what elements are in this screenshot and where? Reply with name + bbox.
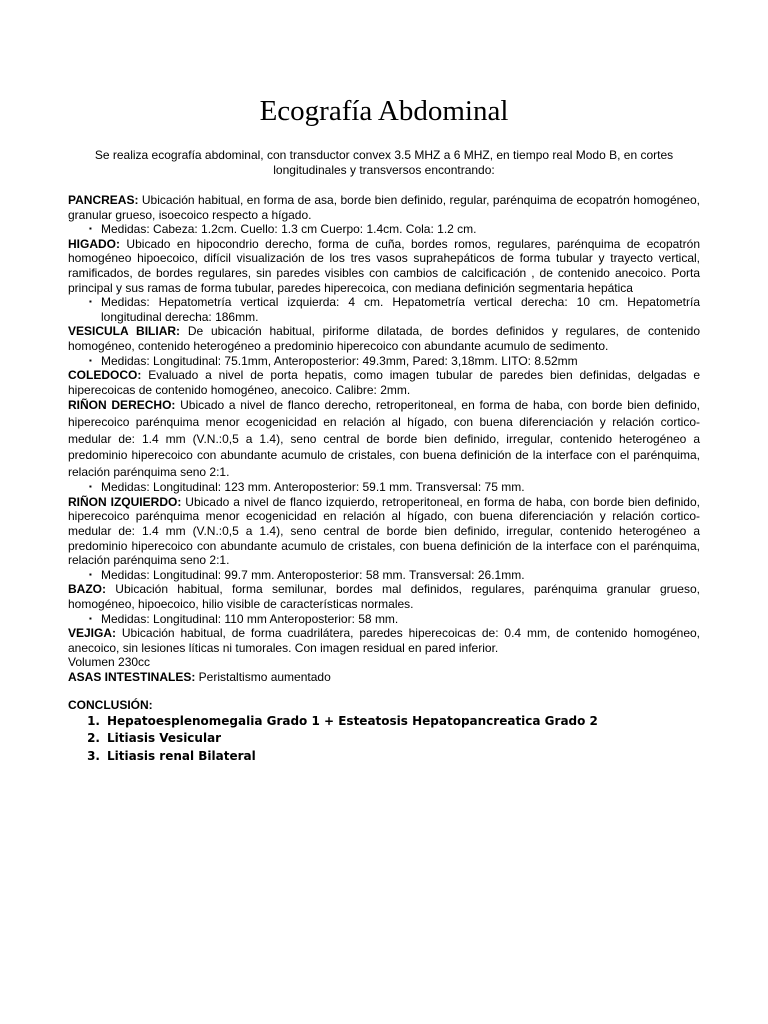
bullet-icon: ▪ xyxy=(89,613,92,623)
section-heading: ASAS INTESTINALES: xyxy=(68,670,196,684)
conclusion-number: 1. xyxy=(87,713,100,728)
section-text: Ubicación habitual, forma semilunar, bordes mal definidos, regulares, parénquima granular grueso, homogéneo, hipoecoico, hilio visible de características normales. xyxy=(68,582,700,612)
section-coledoco xyxy=(68,368,700,397)
bullet-icon: ▪ xyxy=(89,482,92,492)
measure-text: Medidas: Cabeza: 1.2cm. Cuello: 1.3 cm Cuerpo: 1.4cm. Cola: 1.2 cm. xyxy=(101,222,477,237)
measure-bullet xyxy=(68,480,700,495)
section-text: Peristaltismo aumentado xyxy=(195,670,331,684)
section-text: Ubicado a nivel de flanco derecho, retroperitoneal, en forma de haba, con borde bien definido, hiperecoico parénquima menor ecogenicidad en relación al hígado, con buena diferenciación y relación cortico-medular de: 1.4 mm (V.N.:0,5 a 1.4), seno central de borde bien definido, irregular, contenido heterogéneo a predominio hiperecoico con abundante acumulo de cristales, con buena definición de la interface con el parénquima, relación parénquima seno 2:1. xyxy=(68,398,700,479)
measure-text: Medidas: Longitudinal: 110 mm Anteroposterior: 58 mm. xyxy=(101,611,399,626)
section-pancreas xyxy=(68,193,700,222)
conclusion-heading: CONCLUSIÓN: xyxy=(68,697,153,712)
section-rinon-derecho xyxy=(68,397,700,480)
intro-paragraph: Se realiza ecografía abdominal, con transductor convex 3.5 MHZ a 6 MHZ, en tiempo real Modo B, en cortes longitudinales y transversos encontrando: xyxy=(94,148,674,177)
section-text: Ubicación habitual, en forma de asa, borde bien definido, regular, parénquima de ecopatrón homogéneo, granular grueso, isoecoico respecto a hígado. xyxy=(68,193,700,222)
conclusion-text: Litiasis renal Bilateral xyxy=(107,748,256,763)
measure-text: Medidas: Hepatometría vertical izquierda: 4 cm. Hepatometría vertical derecha: 10 cm. Hepatometría longitudinal derecha: 186mm. xyxy=(101,295,700,324)
section-bazo xyxy=(68,582,700,611)
section-higado xyxy=(68,237,700,295)
section-heading: VESICULA BILIAR: xyxy=(68,324,181,339)
section-asas xyxy=(68,670,700,685)
measure-text: Medidas: Longitudinal: 99.7 mm. Anteroposterior: 58 mm. Transversal: 26.1mm. xyxy=(101,567,525,582)
measure-bullet xyxy=(68,612,700,627)
measure-bullet xyxy=(68,354,700,369)
section-text: Ubicado en hipocondrio derecho, forma de cuña, bordes romos, regulares, parénquima de ecopatrón homogéneo hipoecoico, difícil visualización de los tres vasos suprahepáticos de forma tubular y trayecto vertical, ramificados, de bordes regulares, sin paredes visibles con cambios de calcificación , de contenido anecoico. Porta principal y sus ramas de forma tubular, paredes hiperecoica, con mediana definición segmentaria hepática xyxy=(68,236,700,295)
conclusion-number: 2. xyxy=(87,731,100,746)
section-vejiga xyxy=(68,626,700,655)
conclusion-item xyxy=(68,713,700,731)
section-text: Ubicado a nivel de flanco izquierdo, retroperitoneal, en forma de haba, con borde bien definido, hiperecoico parénquima menor ecogenicidad en relación al hígado, con buena diferenciación y relación cortico-medular de: 1.4 mm (V.N.:0,5 a 1.4), seno central de borde bien definido, irregular, contenido heterogéneo a predominio hiperecoico con abundante acumulo de cristales, con buena definición de la interface con el parénquima, relación parénquima seno 2:1. xyxy=(68,494,700,568)
bullet-icon: ▪ xyxy=(89,569,92,579)
conclusion-item xyxy=(68,748,700,766)
document-title: Ecografía Abdominal xyxy=(259,95,509,127)
section-text: Ubicación habitual, de forma cuadrilátera, paredes hiperecoicas de: 0.4 mm, de contenido homogéneo, anecoico, sin lesiones líticas ni tumorales. Con imagen residual en pared inferior. xyxy=(68,626,700,655)
conclusion-number: 3. xyxy=(87,748,100,763)
section-heading: RIÑON IZQUIERDO: xyxy=(68,494,182,509)
bullet-icon: ▪ xyxy=(89,355,92,365)
measure-bullet xyxy=(68,222,700,237)
section-heading: COLEDOCO: xyxy=(68,368,142,383)
volumen-line: Volumen 230cc xyxy=(68,655,151,670)
report-body xyxy=(68,193,700,765)
conclusion-item xyxy=(68,730,700,748)
section-text: Evaluado a nivel de porta hepatis, como imagen tubular de paredes bien definidas, delgadas e hiperecoicas de contenido homogéneo, anecoico. Calibre: 2mm. xyxy=(68,368,700,397)
conclusion-text: Hepatoesplenomegalia Grado 1 + Esteatosis Hepatopancreatica Grado 2 xyxy=(107,713,598,728)
section-heading: BAZO: xyxy=(68,582,106,597)
spacer xyxy=(68,685,700,697)
bullet-icon: ▪ xyxy=(89,297,92,307)
measure-bullet xyxy=(68,568,700,583)
measure-text: Medidas: Longitudinal: 75.1mm, Anteroposterior: 49.3mm, Pared: 3,18mm. LITO: 8.52mm xyxy=(101,353,578,368)
conclusion-text: Litiasis Vesicular xyxy=(107,731,222,746)
section-heading: RIÑON DERECHO: xyxy=(68,398,176,413)
section-text: De ubicación habitual, piriforme dilatada, de bordes definidos y regulares, de contenido homogéneo, contenido heterogéneo a predominio hiperecoico con abundante acumulo de sedimento. xyxy=(68,324,700,353)
measure-text: Medidas: Longitudinal: 123 mm. Anteroposterior: 59.1 mm. Transversal: 75 mm. xyxy=(101,480,525,495)
section-vesicula xyxy=(68,324,700,353)
bullet-icon: ▪ xyxy=(89,224,92,234)
measure-bullet xyxy=(68,295,700,324)
section-heading: PANCREAS: xyxy=(68,193,139,207)
section-heading: VEJIGA: xyxy=(68,626,117,641)
section-heading: HIGADO: xyxy=(68,236,120,251)
section-rinon-izquierdo xyxy=(68,495,700,568)
